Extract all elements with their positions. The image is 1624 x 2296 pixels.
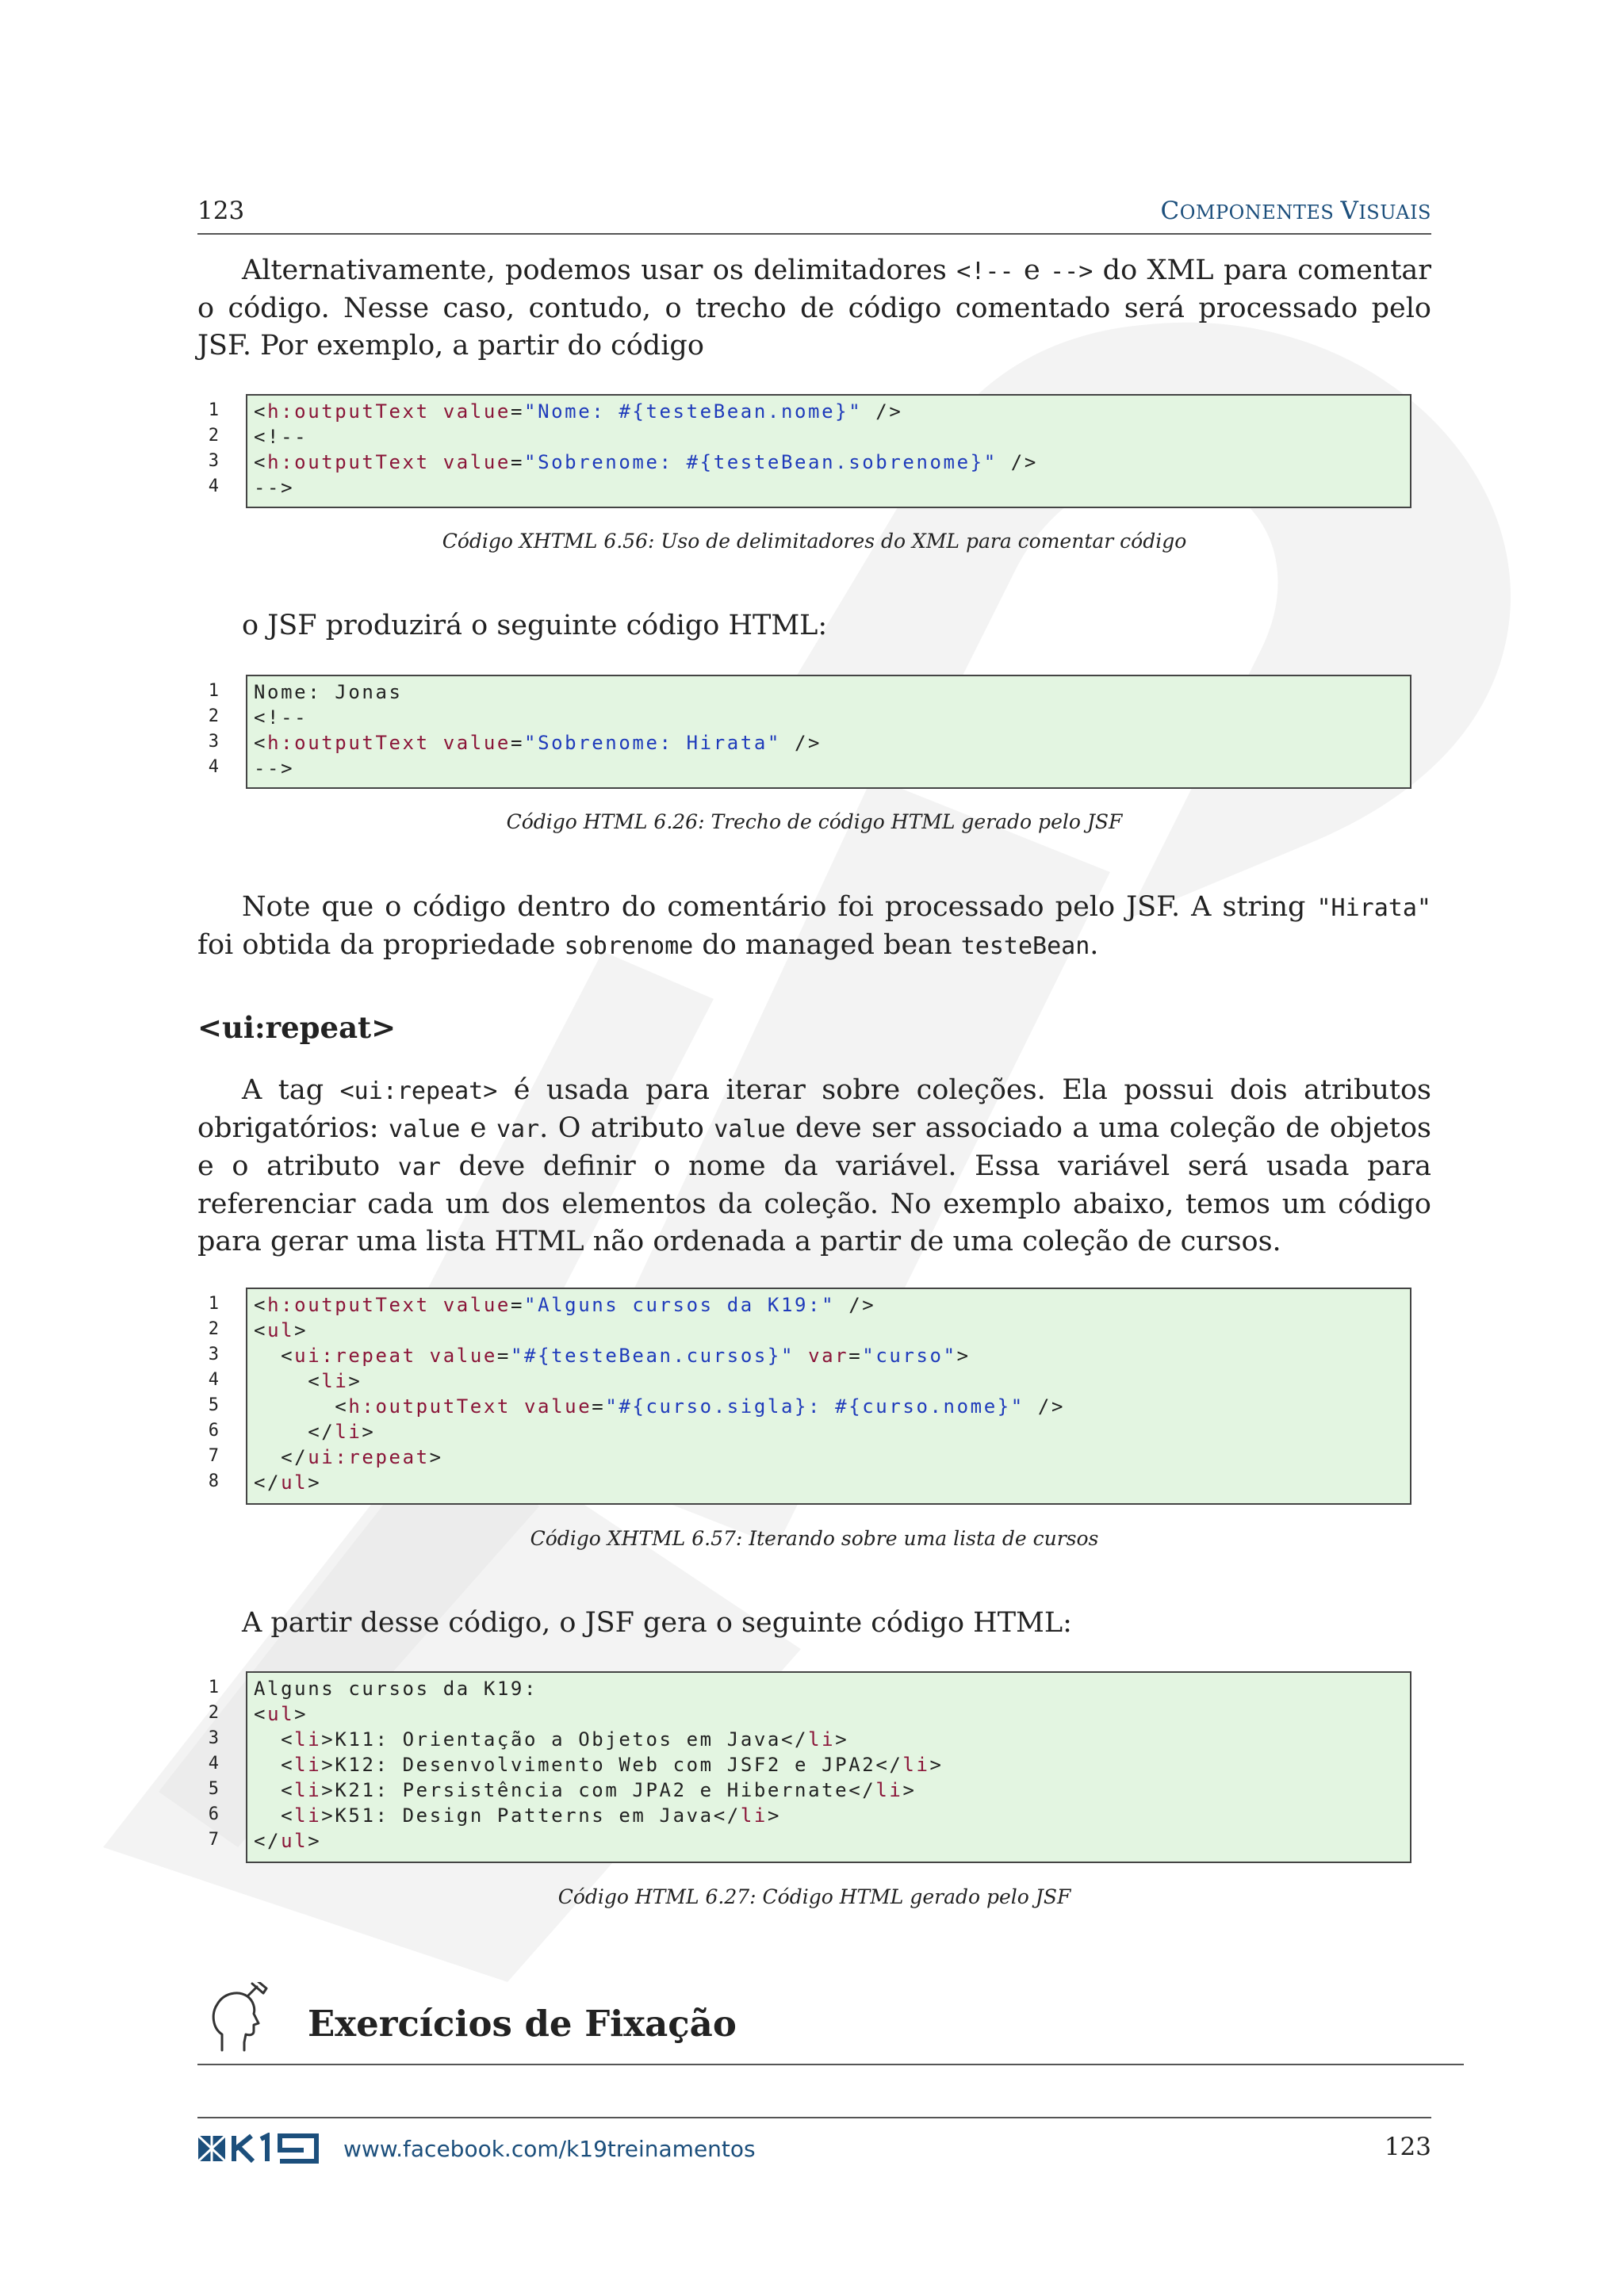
paragraph-comment-processed: Note que o código dentro do comentário foi processado pelo JSF. A string "Hirata" foi obtida da propriedade sobrenome do managed bean testeBean. xyxy=(197,891,1431,961)
code-caption: Código XHTML 6.56: Uso de delimitadores do XML para comentar código xyxy=(442,530,1187,553)
code-block-xhtml-6-56: 1 2 3 4 <h:outputText value="Nome: #{testeBean.nome}" /> <!-- <h:outputText value="Sobrenome: #{testeBean.sobrenome}" /> --> xyxy=(198,394,1410,508)
head-thinking-icon xyxy=(208,1982,276,2055)
code-line: <h:outputText value="#{curso.sigla}: #{curso.nome}" /> xyxy=(335,1395,1065,1418)
code-line: Nome: Jonas xyxy=(254,681,403,703)
code-line: </ul> xyxy=(254,1830,322,1852)
code-line: <li>K51: Design Patterns em Java</li> xyxy=(281,1804,782,1827)
code-block-html-6-27: 1 2 3 4 5 6 7 Alguns cursos da K19: <ul> <li>K11: Orientação a Objetos em Java</li> <li>K12: Desenvolvimento Web com JSF2 e JPA2</li> <li>K21: Persistência com JPA2 e Hibernate</li> <li>K51: Design Patterns em Java</li> </ul> xyxy=(198,1671,1410,1862)
code-line: <h:outputText value="Sobrenome: #{testeBean.sobrenome}" /> xyxy=(254,451,1038,473)
code-box xyxy=(246,394,1411,508)
chapter-title: COMPONENTES VISUAIS xyxy=(1160,197,1431,225)
code-caption: Código HTML 6.26: Trecho de código HTML gerado pelo JSF xyxy=(506,810,1123,833)
code-line: <h:outputText value="Sobrenome: Hirata" /> xyxy=(254,732,822,754)
code-line: <h:outputText value="Nome: #{testeBean.nome}" /> xyxy=(254,400,903,423)
footer-facebook-link[interactable]: www.facebook.com/k19treinamentos xyxy=(343,2136,756,2162)
code-line: <li>K11: Orientação a Objetos em Java</li> xyxy=(281,1728,849,1751)
code-caption: Código XHTML 6.57: Iterando sobre uma lista de cursos xyxy=(530,1527,1099,1550)
page-header xyxy=(197,197,1431,235)
code-block-xhtml-6-57: 1 2 3 4 5 6 7 8 <h:outputText value="Alguns cursos da K19:" /> <ul> <ui:repeat value="#{testeBean.cursos}" var="curso"> <li> <h:outputText value="#{curso.sigla}: #{curso.nome}" /> </li> </ui:repeat> </ul> xyxy=(198,1288,1410,1505)
header-page-number: 123 xyxy=(197,197,245,225)
code-line: --> xyxy=(254,476,295,499)
code-box xyxy=(246,1288,1411,1505)
code-box xyxy=(246,675,1411,789)
paragraph-jsf-generates: A partir desse código, o JSF gera o seguinte código HTML: xyxy=(242,1607,1072,1639)
code-line: <!-- xyxy=(254,426,308,448)
code-line: <li>K21: Persistência com JPA2 e Hibernate</li> xyxy=(281,1779,917,1801)
paragraph-ui-repeat-description: A tag <ui:repeat> é usada para iterar sobre coleções. Ela possui dois atributos obrigatórios: value e var. O atributo value deve ser associado a uma coleção de objetos e o atributo var deve definir o nome da variável. Essa variável será usada para referenciar cada um dos elementos da coleção. No exemplo abaixo, temos um código para gerar uma lista HTML não ordenada a partir de uma coleção de cursos. xyxy=(197,1074,1432,1257)
section-heading-ui-repeat: <ui:repeat> xyxy=(197,1010,396,1045)
code-line: <ul> xyxy=(254,1319,308,1341)
footer-divider xyxy=(197,2117,1431,2118)
code-line: Alguns cursos da K19: xyxy=(254,1678,538,1700)
code-line: </li> xyxy=(308,1421,376,1443)
code-line: --> xyxy=(254,757,295,779)
code-caption: Código HTML 6.27: Código HTML gerado pelo JSF xyxy=(557,1885,1071,1908)
exercises-heading: Exercícios de Fixação xyxy=(308,2003,737,2045)
code-line: </ul> xyxy=(254,1471,322,1494)
divider xyxy=(197,2064,1464,2065)
footer-page-number: 123 xyxy=(1384,2133,1431,2161)
paragraph-xml-comment-intro: Alternativamente, podemos usar os delimitadores <!-- e --> do XML para comentar o código. Nesse caso, contudo, o trecho de código comentado será processado pelo JSF. Por exemplo, a partir do código xyxy=(197,254,1431,362)
code-line: <h:outputText value="Alguns cursos da K19:" /> xyxy=(254,1294,876,1316)
code-box xyxy=(246,1671,1411,1863)
code-line: <!-- xyxy=(254,706,308,729)
k19-logo xyxy=(197,2133,320,2164)
code-line: </ui:repeat> xyxy=(281,1446,443,1468)
code-block-html-6-26: 1 2 3 4 Nome: Jonas <!-- <h:outputText value="Sobrenome: Hirata" /> --> xyxy=(198,675,1410,789)
code-line: <li> xyxy=(308,1370,362,1392)
code-line: <ui:repeat value="#{testeBean.cursos}" var="curso"> xyxy=(281,1345,971,1367)
code-line: <ul> xyxy=(254,1703,308,1725)
paragraph-jsf-output: o JSF produzirá o seguinte código HTML: xyxy=(242,610,828,641)
code-line: <li>K12: Desenvolvimento Web com JSF2 e JPA2</li> xyxy=(281,1754,944,1776)
